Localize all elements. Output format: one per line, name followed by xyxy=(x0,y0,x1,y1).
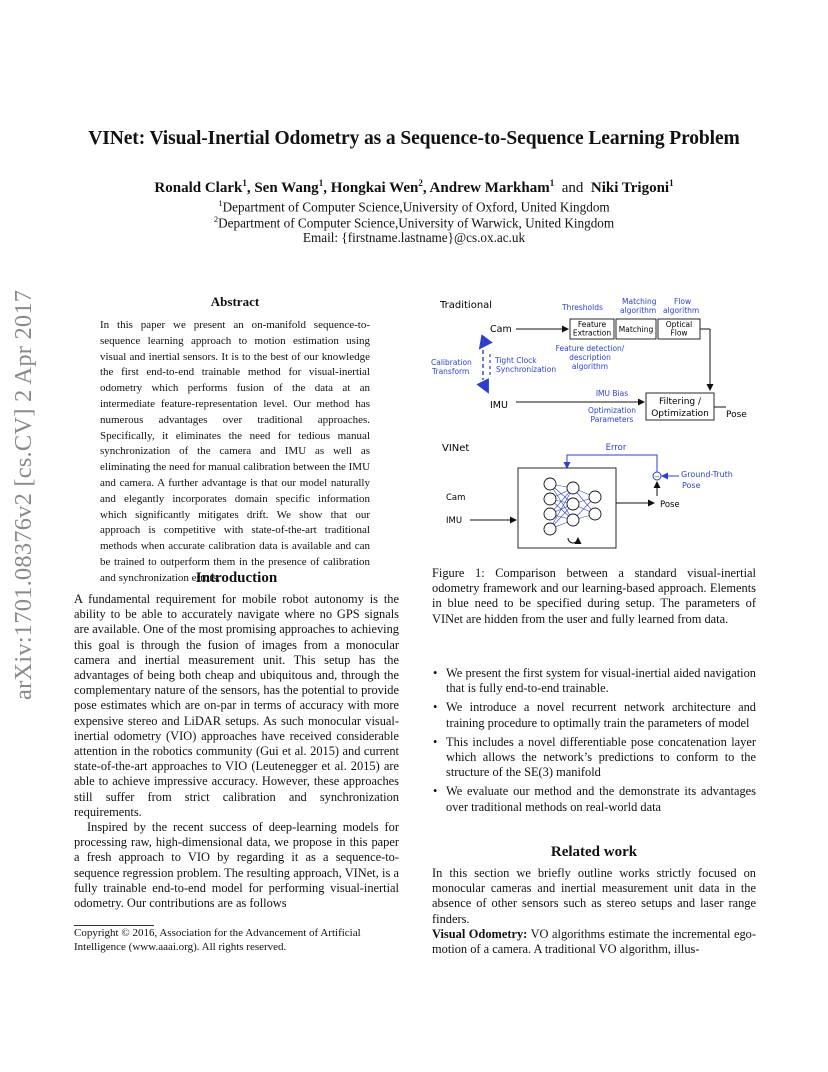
email-line: Email: {firstname.lastname}@cs.ox.ac.uk xyxy=(302,230,526,245)
flow-algorithm-label: Flow algorithm xyxy=(663,297,700,315)
affiliation-1 xyxy=(0,198,828,215)
abstract-text: In this paper we present an on-manifold sequence-to-sequence learning approach to motion estimation using visual and inertial sensors. It is to the best of our knowledge the first end-to-end trainable method for visual-inertial odometry which performs fusion of the data at an intermediate feature-representation level. Our method has numerous advantages over traditional approaches. Specifically, it eliminates the need for tedious manual synchronization of the camera and IMU as well as eliminating the need for manual calibration between the IMU and camera. A further advantage is that our model naturally and elegantly incorporates domain specific information which significantly mitigates drift. We show that our approach is competitive with state-of-the-art traditional methods when accurate calibration data is available and can be trained to outperform them in the presence of calibration and synchronization errors. xyxy=(100,319,371,584)
author-separator: , xyxy=(323,180,331,196)
affil-mark: 1 xyxy=(218,198,223,208)
feature-detection-label: Feature detection/ description algorithm xyxy=(555,344,625,371)
author-affil-mark: 1 xyxy=(669,178,674,188)
author-name: Hongkai Wen xyxy=(330,180,419,196)
affil-text: Department of Computer Science,University of Oxford, United Kingdom xyxy=(222,199,610,215)
author-list xyxy=(0,178,828,197)
filtering-optimization-label: Filtering / Optimization xyxy=(651,397,709,419)
list-item: • We introduce a novel recurrent network architecture and training procedure to optimally train the parameters of model xyxy=(433,700,756,730)
arxiv-identifier: arXiv:1701.08376v2 [cs.CV] 2 Apr 2017 xyxy=(10,290,37,701)
affil-text: Department of Computer Science,University of Warwick, United Kingdom xyxy=(218,215,615,231)
optimization-parameters-label: Optimization Parameters xyxy=(588,406,636,424)
calibration-transform-label: Calibration Transform xyxy=(431,358,472,376)
bullet-icon: • xyxy=(433,700,438,715)
matching-algorithm-label: Matching algorithm xyxy=(620,297,657,315)
author-affil-mark: 1 xyxy=(242,178,247,188)
affiliation-2 xyxy=(0,214,828,231)
cam-label: Cam xyxy=(490,324,512,335)
author-separator: , xyxy=(246,180,255,196)
vinet-pose-label: Pose xyxy=(660,500,680,510)
author-name: Sen Wang xyxy=(254,180,319,196)
related-work-paragraph: In this section we briefly outline works strictly focused on monocular cameras and inertial measurement unit data in the absence of other sensors such as stereo setups and laser range finders. xyxy=(432,866,756,926)
imu-label: IMU xyxy=(490,400,508,411)
introduction-heading: Introduction xyxy=(195,570,278,586)
contributions-list xyxy=(432,666,756,819)
figure-1-caption: Figure 1: Comparison between a standard visual-inertial odometry framework and our learning-based approach. Elements in blue need to be specified during setup. The parameters of VINet are hidden from the user and fully learned from data. xyxy=(432,566,756,626)
visual-odometry-paragraph xyxy=(432,927,756,957)
visual-odometry-text: VO algorithms estimate the incremental ego-motion of a camera. A traditional VO algorithm, illus- xyxy=(432,926,756,957)
author-affil-mark: 2 xyxy=(418,178,423,188)
author-name: Andrew Markham xyxy=(429,180,550,196)
bullet-icon: • xyxy=(433,666,438,680)
thresholds-label: Thresholds xyxy=(562,303,603,312)
visual-odometry-label: Visual Odometry: xyxy=(432,926,528,941)
bullet-icon: • xyxy=(433,734,438,749)
ground-truth-label: Ground-Truth Pose xyxy=(681,470,733,490)
optical-flow-label: Optical Flow xyxy=(665,320,693,338)
author-affil-mark: 1 xyxy=(318,178,324,188)
intro-paragraph-1: A fundamental requirement for mobile robot autonomy is the ability to be able to accurately navigate where no GPS signals are available. One of the most promising approaches to achieving this goal is through the fusion of images from a monocular camera and inertial measurement unit. This setup has the advantages of being both cheap and ubiquitous and, through the complementary nature of the sensors, has the potential to provide pose estimates which are on-par in terms of accuracy with more expensive stereo and LiDAR setups. As such monocular visual-inertial odometry (VIO) approaches have received considerable attention in the robotics community (Gui et al. 2015) and current state-of-the-art approaches to VIO (Leutenegger et al. 2015) are able to achieve impressive accuracy. However, these approaches still suffer from strict calibration and synchronization requirements. xyxy=(74,592,399,819)
related-work-heading: Related work xyxy=(550,844,638,860)
related-work-body xyxy=(432,866,756,957)
error-label: Error xyxy=(605,443,627,453)
neural-network-box xyxy=(518,468,616,548)
list-item: • We present the first system for visual-inertial aided navigation that is fully end-to-end trainable. xyxy=(433,666,756,696)
imu-bias-label: IMU Bias xyxy=(595,389,629,398)
copyright-footnote: Copyright © 2016, Association for the Advancement of Artificial Intelligence (www.aaai.org). All rights reserved. xyxy=(74,927,361,953)
vinet-imu-label: IMU xyxy=(446,516,463,526)
bullet-icon: • xyxy=(433,784,438,799)
author-separator: , xyxy=(422,180,430,196)
feature-extraction-label: Feature Extraction xyxy=(572,320,612,338)
affil-mark: 2 xyxy=(213,214,219,224)
list-item: • We evaluate our method and the demonstrate its advantages over traditional methods on real-world data xyxy=(433,784,756,814)
matching-label: Matching xyxy=(618,325,654,334)
minus-sign: − xyxy=(654,473,660,481)
introduction-body xyxy=(74,592,399,911)
author-and: and xyxy=(561,180,584,196)
author-affil-mark: 1 xyxy=(549,178,555,188)
calibration-arrow-up xyxy=(480,340,486,348)
list-item: • This includes a novel differentiable pose concatenation layer which allows the network’s predictions to conform to the structure of the SE(3) manifold xyxy=(433,734,756,780)
vinet-cam-label: Cam xyxy=(446,493,466,503)
vinet-label: VINet xyxy=(442,443,470,454)
calibration-arrow-down xyxy=(483,382,488,392)
paper-title: VINet: Visual-Inertial Odometry as a Sequence-to-Sequence Learning Problem xyxy=(88,128,740,149)
abstract-heading: Abstract xyxy=(210,294,260,309)
tight-clock-label: Tight Clock Synchronization xyxy=(495,356,557,374)
figure-1-diagram xyxy=(428,292,760,554)
intro-paragraph-2: Inspired by the recent success of deep-learning models for processing raw, high-dimensional data, we propose in this paper a fresh approach to VIO by regarding it as a sequence-to-sequence regression problem. The resulting approach, VINet, is a fully trainable end-to-end model for performing visual-inertial odometry. Our contributions are as follows xyxy=(74,820,399,911)
author-name: Niki Trigoni xyxy=(590,180,670,196)
traditional-label: Traditional xyxy=(440,300,493,311)
author-name: Ronald Clark xyxy=(154,180,243,196)
traditional-pose-label: Pose xyxy=(726,410,747,420)
